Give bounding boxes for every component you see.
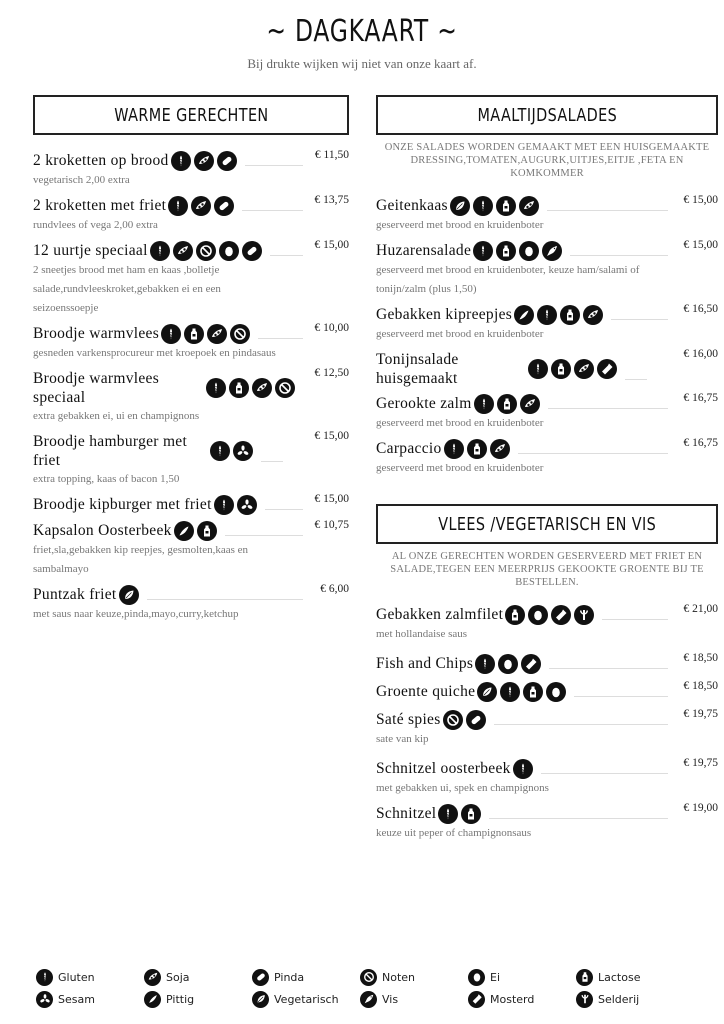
legend-label: Gluten	[58, 970, 95, 984]
price-leader	[574, 696, 668, 697]
soja-icon	[520, 394, 540, 414]
legend-item-mosterd	[468, 991, 576, 1008]
price-leader	[270, 255, 303, 256]
gluten-icon	[500, 682, 520, 702]
allergen-icons	[168, 196, 234, 216]
allergen-icons	[477, 682, 566, 702]
gluten-icon	[438, 804, 458, 824]
item-name: Broodje warmvlees	[33, 325, 160, 342]
price-leader	[602, 619, 668, 620]
noten-icon	[230, 324, 250, 344]
legend-label: Soja	[166, 970, 190, 984]
menu-item	[376, 439, 718, 478]
allergen-icons	[171, 151, 237, 171]
menu-item	[33, 151, 349, 190]
menu-item	[33, 324, 349, 363]
item-description: 2 sneetjes brood met ham en kaas ,bolletje salade,rundvleeskroket,gebakken ei en een seizoenssoepje	[33, 264, 221, 314]
selderij-icon	[576, 991, 593, 1008]
menu-item	[33, 521, 349, 579]
item-description: geserveerd met brood en kruidenboter	[376, 219, 544, 231]
legend-label: Pinda	[274, 970, 305, 984]
lactose-icon	[505, 605, 525, 625]
mosterd-icon	[468, 991, 485, 1008]
section-note-salads: ONZE SALADES WORDEN GEMAAKT MET EEN HUISGEMAAKTE DRESSING,TOMATEN,AUGURK,UITJES,EITJE ,FETA EN KOMKOMMER	[384, 142, 710, 179]
price-leader	[494, 724, 668, 725]
lactose-icon	[184, 324, 204, 344]
gluten-icon	[475, 654, 495, 674]
allergen-icons	[438, 804, 481, 824]
item-name: 12 uurtje speciaal	[33, 242, 148, 259]
gluten-icon	[168, 196, 188, 216]
lactose-icon	[551, 359, 571, 379]
legend-item-noten	[360, 969, 468, 986]
price-leader	[265, 509, 303, 510]
allergen-icons	[174, 521, 217, 541]
legend-item-vis	[360, 991, 468, 1008]
menu-item	[376, 654, 718, 674]
item-price: € 15,00	[314, 239, 349, 251]
menu-item	[33, 495, 349, 515]
section-header-meat	[376, 504, 718, 544]
item-price: € 12,50	[314, 367, 349, 379]
lactose-icon	[496, 241, 516, 261]
legend-label: Vis	[382, 992, 399, 1006]
item-price: € 10,75	[314, 519, 349, 531]
section-title: VLEES /VEGETARISCH EN VIS	[438, 513, 656, 535]
price-leader	[225, 535, 303, 536]
item-name: Tonijnsalade huisgemaakt	[376, 351, 459, 387]
item-price: € 16,75	[683, 437, 718, 449]
noten-icon	[275, 378, 295, 398]
soja-icon	[144, 969, 161, 986]
gluten-icon	[474, 394, 494, 414]
item-price: € 6,00	[320, 583, 349, 595]
item-price: € 15,00	[314, 493, 349, 505]
menu-item	[376, 710, 718, 749]
section-note-meat: AL ONZE GERECHTEN WORDEN GESERVEERD MET FRIET EN SALADE,TEGEN EEN MEERPRIJS GEKOOKTE GROENTE BIJ TE BESTELLEN.	[390, 551, 704, 588]
vegetarisch-icon	[450, 196, 470, 216]
legend-item-vegetarisch	[252, 991, 360, 1008]
price-leader	[242, 210, 303, 211]
section-header-warm	[33, 95, 349, 135]
allergen-icons	[119, 585, 139, 605]
pinda-icon	[252, 969, 269, 986]
lactose-icon	[467, 439, 487, 459]
item-description: friet,sla,gebakken kip reepjes, gesmolten,kaas en sambalmayo	[33, 544, 249, 575]
allergen-icons	[505, 605, 594, 625]
item-description: met saus naar keuze,pinda,mayo,curry,ketchup	[33, 608, 239, 620]
legend-label: Noten	[382, 970, 416, 984]
lactose-icon	[497, 394, 517, 414]
legend-label: Lactose	[598, 970, 641, 984]
soja-icon	[191, 196, 211, 216]
mosterd-icon	[551, 605, 571, 625]
mosterd-icon	[597, 359, 617, 379]
lactose-icon	[496, 196, 516, 216]
vegetarisch-icon	[119, 585, 139, 605]
section-header-salads	[376, 95, 718, 135]
soja-icon	[173, 241, 193, 261]
item-description: extra gebakken ei, ui en champignons	[33, 410, 200, 422]
price-leader	[489, 818, 668, 819]
item-description: geserveerd met brood en kruidenboter, keuze ham/salami of tonijn/zalm (plus 1,50)	[376, 264, 640, 295]
gluten-icon	[528, 359, 548, 379]
item-price: € 11,50	[314, 149, 349, 161]
menu-item	[376, 196, 718, 235]
ei-icon	[219, 241, 239, 261]
lactose-icon	[197, 521, 217, 541]
gluten-icon	[444, 439, 464, 459]
vegetarisch-icon	[252, 991, 269, 1008]
allergen-icons	[475, 654, 541, 674]
legend-row	[36, 988, 696, 1010]
pittig-icon	[174, 521, 194, 541]
item-name: Geitenkaas	[376, 197, 448, 214]
item-name: Gebakken zalmfilet	[376, 606, 504, 623]
item-description: met gebakken ui, spek en champignons	[376, 782, 549, 794]
menu-item	[376, 241, 718, 299]
menu-item	[33, 585, 349, 624]
allergen-icons	[513, 759, 533, 779]
allergen-icons	[443, 710, 486, 730]
legend-row	[36, 966, 696, 988]
ei-icon	[528, 605, 548, 625]
lactose-icon	[229, 378, 249, 398]
legend-label: Sesam	[58, 992, 95, 1006]
price-leader	[549, 668, 668, 669]
item-name: 2 kroketten met friet	[33, 197, 167, 214]
section-title: WARME GERECHTEN	[113, 104, 269, 126]
legend-label: Vegetarisch	[274, 992, 339, 1006]
item-price: € 16,50	[683, 303, 718, 315]
menu-item	[376, 804, 718, 843]
item-description: vegetarisch 2,00 extra	[33, 174, 130, 186]
vis-icon	[542, 241, 562, 261]
gluten-icon	[36, 969, 53, 986]
item-name: Kapsalon Oosterbeek	[33, 522, 172, 539]
allergen-icons	[528, 359, 617, 379]
pinda-icon	[466, 710, 486, 730]
item-name: Broodje warmvlees speciaal	[33, 370, 160, 406]
menu-item	[376, 394, 718, 433]
mosterd-icon	[521, 654, 541, 674]
price-leader	[261, 461, 283, 462]
menu-item	[376, 305, 718, 344]
pinda-icon	[214, 196, 234, 216]
price-leader	[541, 773, 668, 774]
legend-item-lactose	[576, 969, 684, 986]
item-price: € 19,75	[683, 708, 718, 720]
allergen-icons	[214, 495, 257, 515]
menu-item	[33, 241, 349, 318]
menu-item	[33, 369, 349, 426]
selderij-icon	[574, 605, 594, 625]
gluten-icon	[150, 241, 170, 261]
gluten-icon	[206, 378, 226, 398]
soja-icon	[207, 324, 227, 344]
soja-icon	[252, 378, 272, 398]
gluten-icon	[214, 495, 234, 515]
ei-icon	[546, 682, 566, 702]
allergen-icons	[473, 241, 562, 261]
menu-item	[33, 196, 349, 235]
item-price: € 16,75	[683, 392, 718, 404]
item-price: € 15,00	[683, 239, 718, 251]
allergen-icons	[450, 196, 539, 216]
item-name: Broodje hamburger met friet	[33, 433, 188, 469]
legend-item-pittig	[144, 991, 252, 1008]
legend-label: Selderij	[598, 992, 640, 1006]
page-title: ~ DAGKAART ~	[266, 14, 458, 49]
price-leader	[245, 165, 303, 166]
page-subtitle: Bij drukte wijken wij niet van onze kaart af.	[247, 56, 477, 71]
menu-list-warm	[33, 151, 349, 624]
allergen-icons	[474, 394, 540, 414]
allergen-icons	[206, 378, 295, 398]
allergen-legend	[36, 966, 696, 1010]
item-description: geserveerd met brood en kruidenboter	[376, 462, 544, 474]
item-price: € 15,00	[683, 194, 718, 206]
allergen-icons	[210, 441, 253, 461]
menu-list-meat	[376, 605, 718, 843]
item-price: € 19,75	[683, 757, 718, 769]
item-name: Puntzak friet	[33, 586, 117, 603]
item-name: Gebakken kipreepjes	[376, 306, 513, 323]
item-description: rundvlees of vega 2,00 extra	[33, 219, 158, 231]
section-title: MAALTIJDSALADES	[477, 104, 617, 126]
gluten-icon	[171, 151, 191, 171]
soja-icon	[574, 359, 594, 379]
price-leader	[548, 408, 668, 409]
item-price: € 15,00	[314, 430, 349, 442]
menu-item	[376, 759, 718, 798]
menu-item	[376, 682, 718, 702]
allergen-icons	[444, 439, 510, 459]
item-description: extra topping, kaas of bacon 1,50	[33, 473, 180, 485]
item-price: € 19,00	[683, 802, 718, 814]
item-name: Broodje kipburger met friet	[33, 496, 212, 513]
ei-icon	[468, 969, 485, 986]
legend-label: Mosterd	[490, 992, 535, 1006]
gluten-icon	[537, 305, 557, 325]
pittig-icon	[144, 991, 161, 1008]
item-name: Schnitzel	[376, 805, 437, 822]
item-name: Saté spies	[376, 711, 441, 728]
legend-item-pinda	[252, 969, 360, 986]
item-price: € 18,50	[683, 680, 718, 692]
lactose-icon	[560, 305, 580, 325]
item-price: € 18,50	[683, 652, 718, 664]
noten-icon	[443, 710, 463, 730]
price-leader	[547, 210, 668, 211]
soja-icon	[194, 151, 214, 171]
item-name: Gerookte zalm	[376, 395, 472, 412]
item-name: Groente quiche	[376, 683, 476, 700]
gluten-icon	[473, 196, 493, 216]
menu-list-salads	[376, 196, 718, 478]
item-price: € 21,00	[683, 603, 718, 615]
legend-item-gluten	[36, 969, 144, 986]
item-description: sate van kip	[376, 733, 429, 745]
legend-item-sesam	[36, 991, 144, 1008]
gluten-icon	[161, 324, 181, 344]
legend-label: Pittig	[166, 992, 195, 1006]
item-description: geserveerd met brood en kruidenboter	[376, 328, 544, 340]
gluten-icon	[473, 241, 493, 261]
allergen-icons	[150, 241, 262, 261]
menu-item	[33, 432, 349, 489]
legend-item-ei	[468, 969, 576, 986]
ei-icon	[519, 241, 539, 261]
price-leader	[611, 319, 668, 320]
price-leader	[147, 599, 303, 600]
allergen-icons	[161, 324, 250, 344]
item-name: 2 kroketten op brood	[33, 152, 169, 169]
noten-icon	[360, 969, 377, 986]
soja-icon	[490, 439, 510, 459]
sesam-icon	[237, 495, 257, 515]
price-leader	[518, 453, 668, 454]
item-description: keuze uit peper of champignonsaus	[376, 827, 532, 839]
price-leader	[258, 338, 303, 339]
lactose-icon	[523, 682, 543, 702]
item-description: gesneden varkensprocureur met kroepoek en pindasaus	[33, 347, 276, 359]
gluten-icon	[210, 441, 230, 461]
pinda-icon	[217, 151, 237, 171]
gluten-icon	[513, 759, 533, 779]
item-name: Fish and Chips	[376, 655, 474, 672]
menu-item	[376, 605, 718, 644]
item-price: € 13,75	[314, 194, 349, 206]
allergen-icons	[514, 305, 603, 325]
sesam-icon	[233, 441, 253, 461]
item-name: Huzarensalade	[376, 242, 472, 259]
noten-icon	[196, 241, 216, 261]
vis-icon	[360, 991, 377, 1008]
item-name: Carpaccio	[376, 440, 442, 457]
item-description: geserveerd met brood en kruidenboter	[376, 417, 544, 429]
item-price: € 16,00	[683, 348, 718, 360]
price-leader	[625, 379, 647, 380]
price-leader	[570, 255, 668, 256]
column-right	[376, 95, 718, 843]
item-description: met hollandaise saus	[376, 628, 468, 640]
legend-item-soja	[144, 969, 252, 986]
item-name: Schnitzel oosterbeek	[376, 760, 511, 777]
ei-icon	[498, 654, 518, 674]
sesam-icon	[36, 991, 53, 1008]
lactose-icon	[576, 969, 593, 986]
lactose-icon	[461, 804, 481, 824]
column-warme-gerechten	[33, 95, 349, 624]
soja-icon	[583, 305, 603, 325]
menu-item	[376, 350, 718, 388]
soja-icon	[519, 196, 539, 216]
legend-label: Ei	[490, 970, 501, 984]
vegetarisch-icon	[477, 682, 497, 702]
legend-item-selderij	[576, 991, 684, 1008]
item-price: € 10,00	[314, 322, 349, 334]
pinda-icon	[242, 241, 262, 261]
pittig-icon	[514, 305, 534, 325]
